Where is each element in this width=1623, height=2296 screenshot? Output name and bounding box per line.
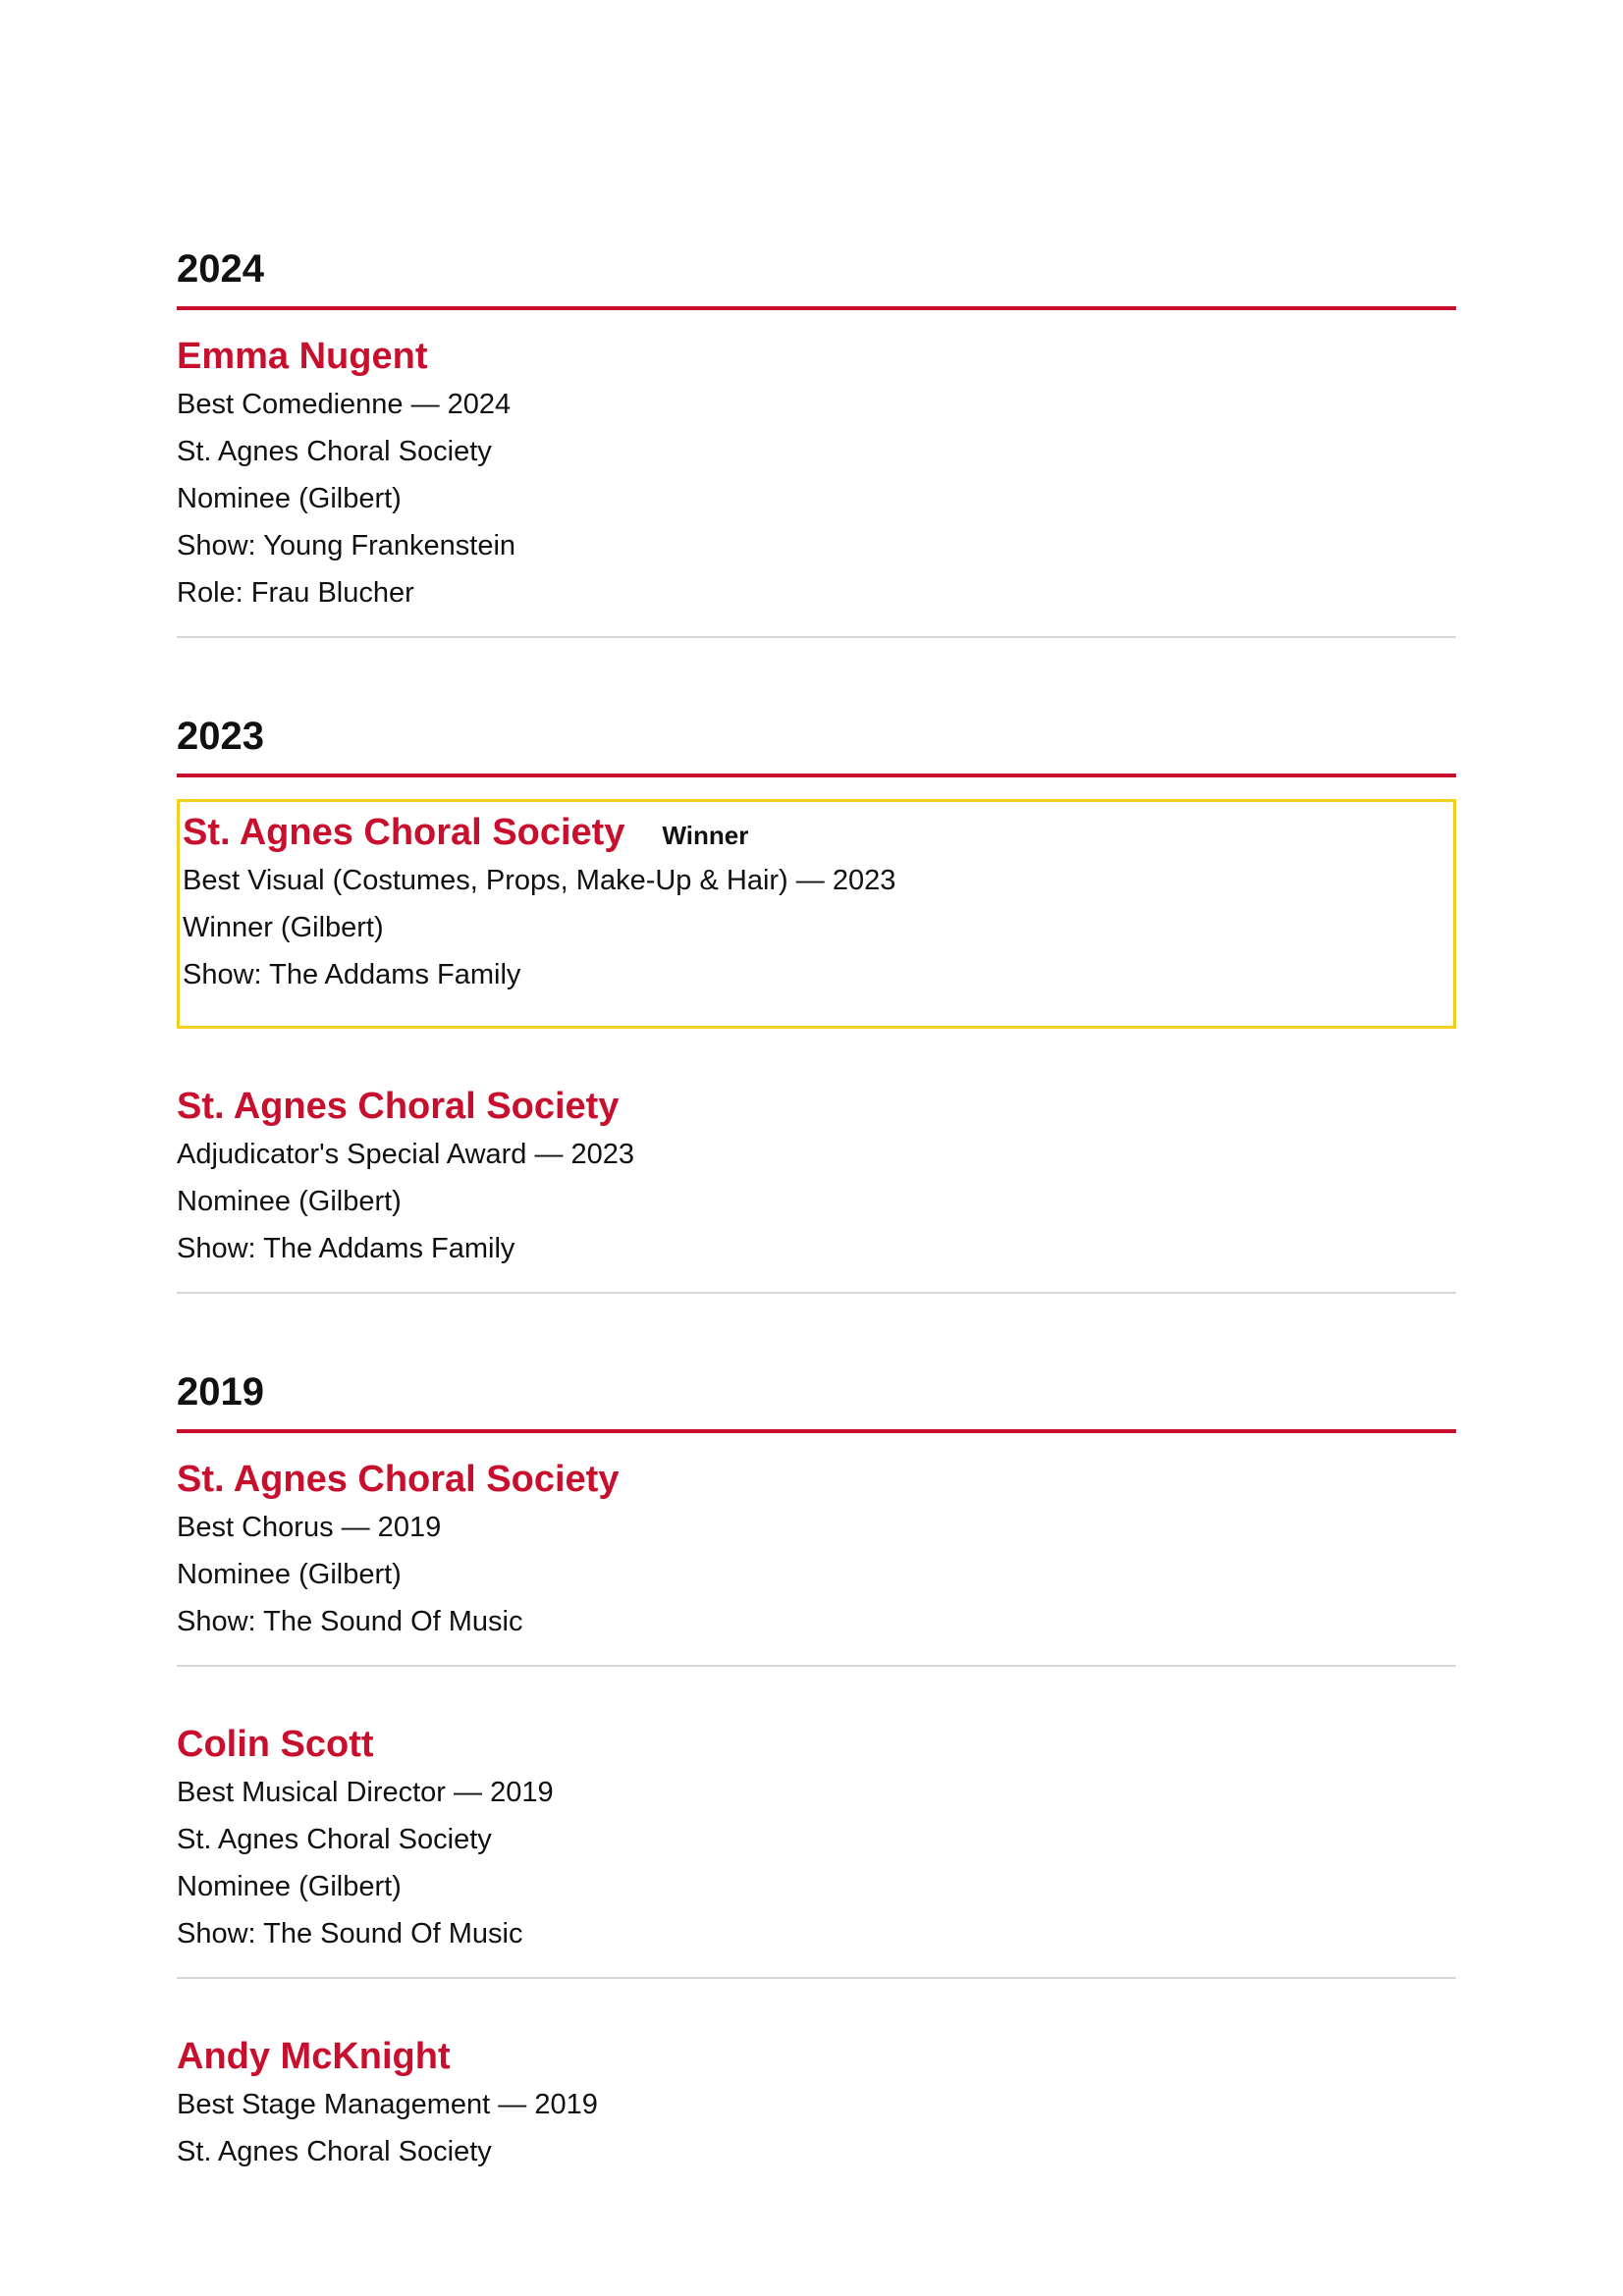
award-entry [177,1029,1456,1294]
entry-society: St. Agnes Choral Society [177,436,492,467]
entry-status: Nominee (Gilbert) [177,483,402,514]
year-heading: 2024 [177,247,264,291]
entry-category: Best Chorus — 2019 [177,1512,442,1543]
entry-category: Adjudicator's Special Award — 2023 [177,1139,635,1170]
entry-category: Best Stage Management — 2019 [177,2089,598,2120]
entry-show: Show: The Sound Of Music [177,1918,523,1949]
entry-status: Nominee (Gilbert) [177,1871,402,1902]
entry-status: Winner (Gilbert) [183,912,384,943]
year-section-2019 [177,1362,1456,2175]
entry-category: Best Musical Director — 2019 [177,1777,554,1808]
year-divider [177,774,1456,777]
award-entry [177,1433,1456,1667]
award-entry [177,310,1456,638]
year-section-2023 [177,707,1456,1294]
award-entry [177,1667,1456,1979]
entry-society: St. Agnes Choral Society [177,1824,492,1855]
awards-list [177,240,1456,2244]
entry-divider [177,1292,1456,1294]
year-heading: 2019 [177,1370,264,1414]
entry-divider [177,636,1456,638]
entry-name[interactable]: St. Agnes Choral Society [183,812,625,853]
year-heading: 2023 [177,715,264,758]
entry-name[interactable]: St. Agnes Choral Society [177,1086,620,1127]
entry-show: Show: The Addams Family [183,959,521,990]
entry-name[interactable]: Colin Scott [177,1724,374,1765]
entry-name[interactable]: Andy McKnight [177,2036,451,2077]
entry-name[interactable]: Emma Nugent [177,336,428,377]
award-entry-winner [177,799,1456,1029]
winner-badge: Winner [662,821,749,850]
entry-show: Show: The Addams Family [177,1233,515,1264]
entry-status: Nominee (Gilbert) [177,1559,402,1590]
year-section-2024 [177,240,1456,638]
entry-society: St. Agnes Choral Society [177,2136,492,2167]
entry-name[interactable]: St. Agnes Choral Society [177,1459,620,1500]
entry-name-row [183,808,1453,857]
entry-show: Show: The Sound Of Music [177,1606,523,1637]
entry-status: Nominee (Gilbert) [177,1186,402,1217]
entry-category: Best Visual (Costumes, Props, Make-Up & Hair) — 2023 [183,865,896,896]
entry-show: Show: Young Frankenstein [177,530,516,561]
entry-role: Role: Frau Blucher [177,577,414,609]
entry-category: Best Comedienne — 2024 [177,389,512,420]
award-entry [177,1979,1456,2175]
